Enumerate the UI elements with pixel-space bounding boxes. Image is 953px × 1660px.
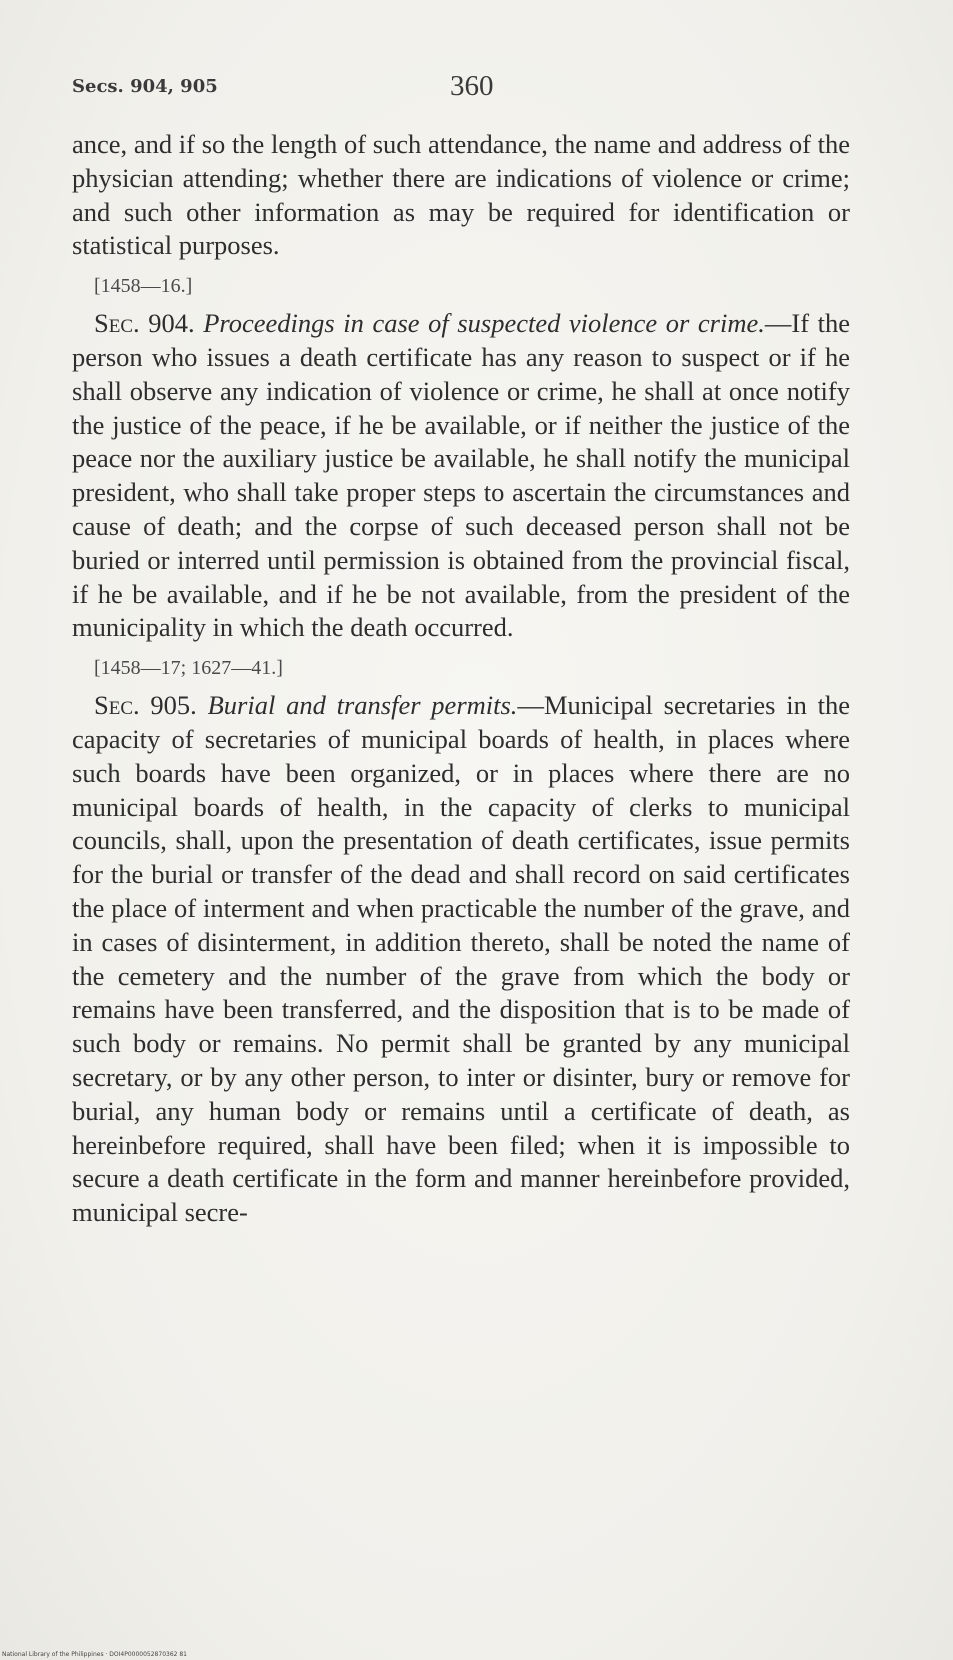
- page-body: [72, 128, 850, 1230]
- section-label: Sec. 905.: [94, 690, 197, 721]
- section-label: Sec. 904.: [94, 308, 195, 339]
- page-number: 360: [450, 70, 494, 102]
- section-title: Burial and transfer permits.: [207, 690, 518, 721]
- section-title: Proceedings in case of suspected violence or crime.: [203, 308, 765, 339]
- section-904: [72, 307, 850, 645]
- section-text: —If the person who issues a death certificate has any reason to suspect or if he shall observe any indication of violence or crime, he shall at once notify the justice of the peace, if he be available, or if neither the justice of the peace nor the auxiliary justice be available, he shall notify the municipal president, who shall take proper steps to ascertain the circumstances and cause of death; and the corpse of such deceased person shall not be buried or interred until permission is obtained from the provincial fiscal, if he be available, and if he be not available, from the president of the municipality in which the death occurred.: [72, 308, 850, 643]
- continuation-paragraph: ance, and if so the length of such attendance, the name and address of the physician attending; whether there are indications of violence or crime; and such other information as may be required for identification or statistical purposes.: [72, 129, 850, 261]
- section-text: —Municipal secretaries in the capacity of secretaries of municipal boards of health, in places where such boards have been organized, or in places where there are no municipal boards of health, in the capacity of clerks to municipal councils, shall, upon the presentation of death certificates, issue permits for the burial or transfer of the dead and shall record on said certificates the place of interment and when practicable the number of the grave, and in cases of disinterment, in addition thereto, shall be noted the name of the cemetery and the number of the grave from which the body or remains have been transferred, and the disposition that is to be made of such body or remains. No permit shall be granted by any municipal secretary, or by any other person, to inter or disinter, bury or remove for burial, any human body or remains until a certificate of death, as hereinbefore required, shall have been filed; when it is impossible to secure a death certificate in the form and manner hereinbefore provided, municipal secre-: [72, 690, 850, 1228]
- section-905: [72, 689, 850, 1230]
- citation: [1458—17; 1627—41.]: [94, 657, 283, 680]
- citation: [1458—16.]: [94, 275, 193, 298]
- page-header: [72, 70, 853, 106]
- scan-source-note: National Library of the Philippines · DOI4P0000052870362 81: [2, 1651, 188, 1658]
- running-head: Secs. 904, 905: [72, 76, 218, 97]
